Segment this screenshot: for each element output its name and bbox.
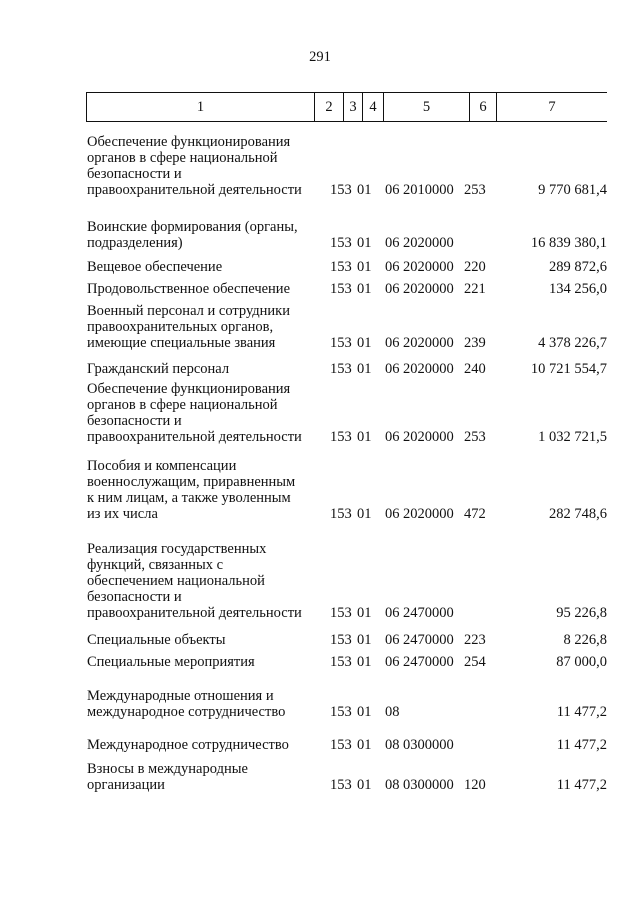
cell-col-7: 16 839 380,1 xyxy=(530,235,607,251)
row-name-line: к ним лицам, а также уволенным xyxy=(87,490,291,506)
column-header-5: 5 xyxy=(384,93,470,121)
cell-col-5: 2020000 xyxy=(403,281,454,297)
cell-col-4: 06 xyxy=(385,259,400,275)
row-name xyxy=(87,458,317,522)
cell-col-3: 01 xyxy=(357,737,372,753)
row-name xyxy=(87,361,317,377)
row-name-line: международное сотрудничество xyxy=(87,704,286,720)
cell-col-5: 0300000 xyxy=(403,737,454,753)
cell-col-4: 08 xyxy=(385,737,400,753)
column-header-2: 2 xyxy=(315,93,344,121)
cell-col-3: 01 xyxy=(357,259,372,275)
cell-col-4: 06 xyxy=(385,335,400,351)
cell-col-2: 153 xyxy=(330,777,352,793)
cell-col-7: 95 226,8 xyxy=(556,605,607,621)
cell-col-3: 01 xyxy=(357,361,372,377)
row-name-line: Специальные мероприятия xyxy=(87,654,255,670)
cell-col-4: 08 xyxy=(385,777,400,793)
cell-col-4: 06 xyxy=(385,506,400,522)
cell-col-5: 2020000 xyxy=(403,361,454,377)
row-name xyxy=(87,381,317,445)
cell-col-7: 10 721 554,7 xyxy=(530,361,607,377)
cell-col-5: 2470000 xyxy=(403,632,454,648)
cell-col-2: 153 xyxy=(330,235,352,251)
cell-col-3: 01 xyxy=(357,281,372,297)
cell-col-7: 4 378 226,7 xyxy=(538,335,607,351)
row-name xyxy=(87,541,317,621)
cell-col-2: 153 xyxy=(330,429,352,445)
cell-col-3: 01 xyxy=(357,704,372,720)
cell-col-7: 282 748,6 xyxy=(549,506,607,522)
row-name-line: Обеспечение функционирования xyxy=(87,134,291,150)
row-name-line: обеспечением национальной xyxy=(87,573,265,589)
row-name xyxy=(87,259,317,275)
cell-col-5: 2020000 xyxy=(403,259,454,275)
column-header-7: 7 xyxy=(548,98,556,115)
cell-col-3: 01 xyxy=(357,235,372,251)
column-header-6: 6 xyxy=(470,93,497,121)
row-name-line: подразделения) xyxy=(87,235,183,251)
cell-col-3: 01 xyxy=(357,605,372,621)
cell-col-4: 08 xyxy=(385,704,400,720)
cell-col-6: 254 xyxy=(464,654,486,670)
cell-col-5: 2470000 xyxy=(403,605,454,621)
row-name xyxy=(87,654,317,670)
row-name-line: имеющие специальные звания xyxy=(87,335,276,351)
cell-col-3: 01 xyxy=(357,335,372,351)
row-name xyxy=(87,219,317,251)
cell-col-7: 11 477,2 xyxy=(556,777,607,793)
cell-col-6: 223 xyxy=(464,632,486,648)
cell-col-6: 221 xyxy=(464,281,486,297)
cell-col-2: 153 xyxy=(330,704,352,720)
row-name-line: Продовольственное обеспечение xyxy=(87,281,290,297)
cell-col-2: 153 xyxy=(330,506,352,522)
row-name-line: органов в сфере национальной xyxy=(87,397,278,413)
cell-col-4: 06 xyxy=(385,361,400,377)
row-name-line: безопасности и xyxy=(87,413,182,429)
cell-col-3: 01 xyxy=(357,429,372,445)
cell-col-2: 153 xyxy=(330,335,352,351)
row-name-line: из их числа xyxy=(87,506,158,522)
column-header-3: 3 xyxy=(344,93,363,121)
row-name xyxy=(87,737,317,753)
cell-col-5: 2010000 xyxy=(403,182,454,198)
row-name-line: Гражданский персонал xyxy=(87,361,230,377)
row-name-line: Военный персонал и сотрудники xyxy=(87,303,290,319)
cell-col-6: 472 xyxy=(464,506,486,522)
cell-col-3: 01 xyxy=(357,654,372,670)
row-name-line: правоохранительной деятельности xyxy=(87,605,302,621)
cell-col-6: 253 xyxy=(464,429,486,445)
column-header-1: 1 xyxy=(87,93,315,121)
row-name-line: органов в сфере национальной xyxy=(87,150,278,166)
row-name xyxy=(87,281,317,297)
row-name-line: Обеспечение функционирования xyxy=(87,381,291,397)
row-name-line: правоохранительной деятельности xyxy=(87,182,302,198)
row-name-line: правоохранительных органов, xyxy=(87,319,274,335)
cell-col-7: 11 477,2 xyxy=(556,704,607,720)
cell-col-3: 01 xyxy=(357,632,372,648)
row-name xyxy=(87,303,317,351)
row-name xyxy=(87,134,317,198)
row-name-line: Воинские формирования (органы, xyxy=(87,219,298,235)
cell-col-2: 153 xyxy=(330,605,352,621)
cell-col-4: 06 xyxy=(385,605,400,621)
row-name xyxy=(87,632,317,648)
cell-col-3: 01 xyxy=(357,777,372,793)
cell-col-5: 2020000 xyxy=(403,335,454,351)
row-name-line: военнослужащим, приравненным xyxy=(87,474,296,490)
cell-col-4: 06 xyxy=(385,281,400,297)
cell-col-6: 253 xyxy=(464,182,486,198)
cell-col-6: 220 xyxy=(464,259,486,275)
cell-col-5: 0300000 xyxy=(403,777,454,793)
row-name-line: Взносы в международные xyxy=(87,761,248,777)
row-name-line: Реализация государственных xyxy=(87,541,267,557)
column-header-row xyxy=(86,92,607,122)
cell-col-2: 153 xyxy=(330,182,352,198)
cell-col-2: 153 xyxy=(330,259,352,275)
row-name-line: Вещевое обеспечение xyxy=(87,259,223,275)
cell-col-4: 06 xyxy=(385,182,400,198)
cell-col-3: 01 xyxy=(357,182,372,198)
cell-col-7: 9 770 681,4 xyxy=(538,182,607,198)
cell-col-2: 153 xyxy=(330,361,352,377)
cell-col-5: 2020000 xyxy=(403,235,454,251)
cell-col-2: 153 xyxy=(330,737,352,753)
cell-col-6: 239 xyxy=(464,335,486,351)
row-name xyxy=(87,761,317,793)
row-name-line: Специальные объекты xyxy=(87,632,226,648)
cell-col-4: 06 xyxy=(385,632,400,648)
row-name-line: безопасности и xyxy=(87,166,182,182)
row-name-line: функций, связанных с xyxy=(87,557,224,573)
row-name-line: Международное сотрудничество xyxy=(87,737,289,753)
cell-col-4: 06 xyxy=(385,429,400,445)
cell-col-3: 01 xyxy=(357,506,372,522)
cell-col-5: 2020000 xyxy=(403,429,454,445)
cell-col-2: 153 xyxy=(330,632,352,648)
cell-col-7: 87 000,0 xyxy=(556,654,607,670)
cell-col-7: 11 477,2 xyxy=(556,737,607,753)
cell-col-7: 8 226,8 xyxy=(563,632,607,648)
row-name-line: организации xyxy=(87,777,165,793)
cell-col-7: 134 256,0 xyxy=(549,281,607,297)
cell-col-7: 289 872,6 xyxy=(549,259,607,275)
cell-col-4: 06 xyxy=(385,654,400,670)
page-number: 291 xyxy=(309,49,331,65)
cell-col-5: 2020000 xyxy=(403,506,454,522)
row-name-line: Пособия и компенсации xyxy=(87,458,237,474)
row-name-line: безопасности и xyxy=(87,589,182,605)
cell-col-2: 153 xyxy=(330,654,352,670)
cell-col-6: 240 xyxy=(464,361,486,377)
row-name-line: правоохранительной деятельности xyxy=(87,429,302,445)
cell-col-4: 06 xyxy=(385,235,400,251)
cell-col-2: 153 xyxy=(330,281,352,297)
row-name xyxy=(87,688,317,720)
column-header-4: 4 xyxy=(363,93,384,121)
cell-col-5: 2470000 xyxy=(403,654,454,670)
cell-col-7: 1 032 721,5 xyxy=(538,429,607,445)
row-name-line: Международные отношения и xyxy=(87,688,274,704)
cell-col-6: 120 xyxy=(464,777,486,793)
